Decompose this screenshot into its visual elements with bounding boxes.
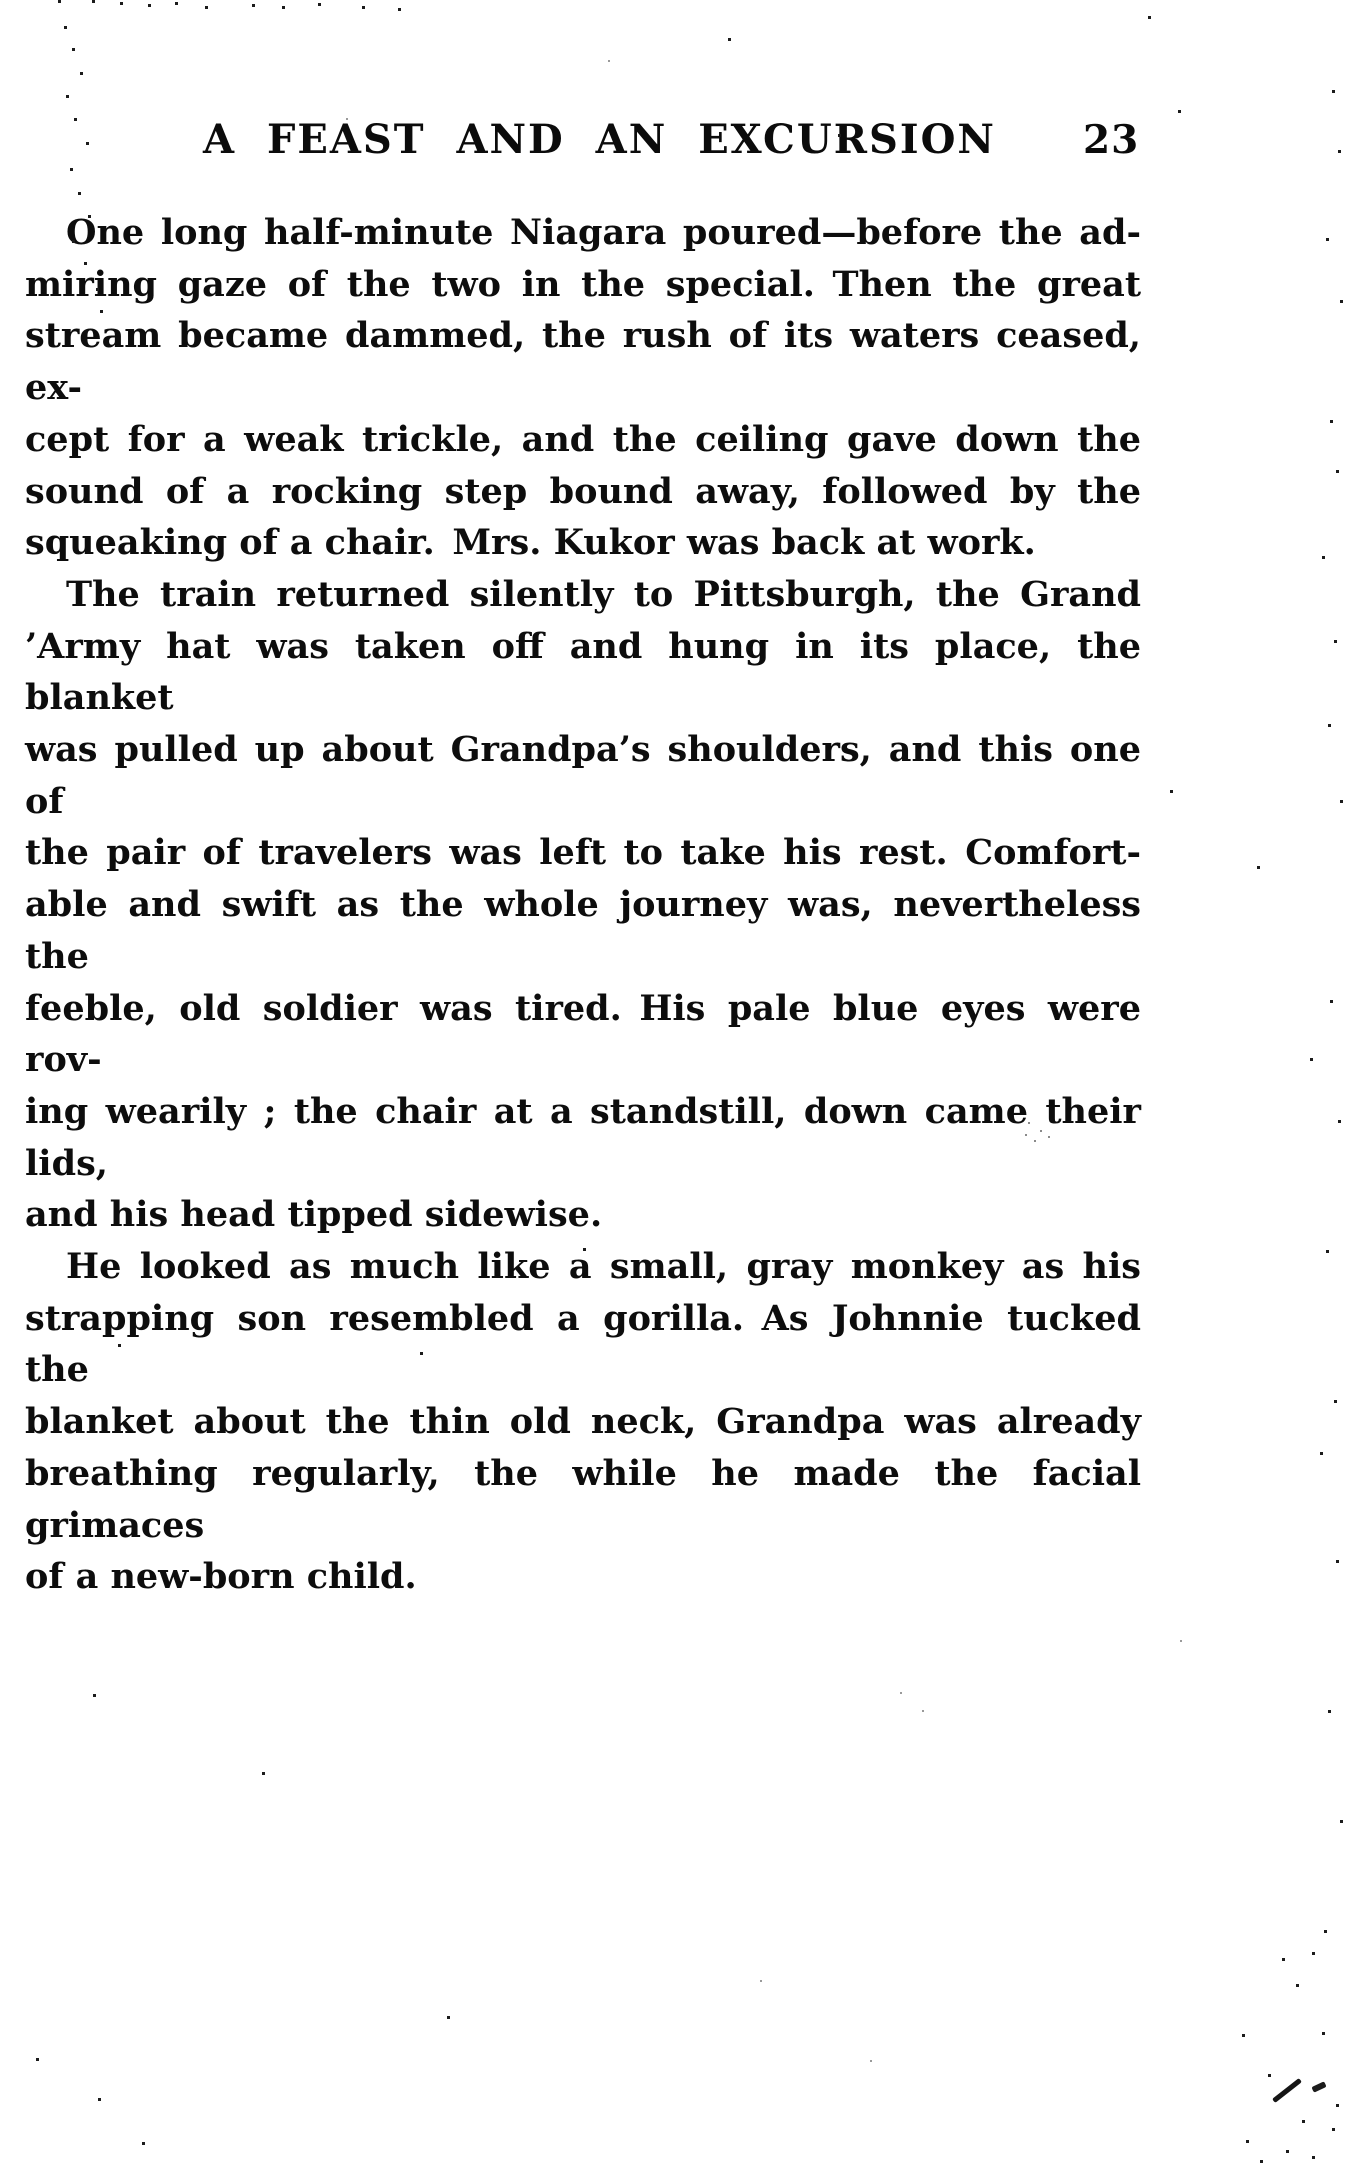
text-line: of a new-born child. bbox=[25, 1556, 417, 1598]
text-line: and his head tipped sidewise. bbox=[25, 1194, 603, 1236]
paragraph bbox=[25, 1241, 1141, 1603]
text-line: blanket about the thin old neck, Grandpa was already bbox=[25, 1401, 1141, 1443]
paragraph bbox=[25, 569, 1141, 1241]
text-line: breathing regularly, the while he made the facial grimaces bbox=[25, 1452, 1141, 1546]
text-line: sound of a rocking step bound away, followed by the bbox=[25, 470, 1141, 512]
chapter-title: A FEAST AND AN EXCURSION bbox=[203, 116, 996, 163]
text-line: was pulled up about Grandpa’s shoulders, and this one of bbox=[25, 729, 1141, 822]
text-line: able and swift as the whole journey was, nevertheless the bbox=[25, 884, 1141, 977]
text-line: strapping son resembled a gorilla. As Johnnie tucked the bbox=[25, 1297, 1141, 1391]
page-number: 23 bbox=[1083, 117, 1140, 163]
page-header bbox=[0, 116, 1345, 166]
text-line: cept for a weak trickle, and the ceiling gave down the bbox=[25, 418, 1141, 460]
text-line: ’Army hat was taken off and hung in its place, the blanket bbox=[25, 625, 1141, 719]
text-line: stream became dammed, the rush of its waters ceased, ex- bbox=[25, 315, 1141, 409]
text-line: ing wearily ; the chair at a standstill, down came their lids, bbox=[25, 1090, 1141, 1184]
text-line: One long half-minute Niagara poured—before the ad- bbox=[66, 212, 1141, 253]
text-line: feeble, old soldier was tired. His pale blue eyes were rov- bbox=[25, 987, 1141, 1081]
text-line: He looked as much like a small, gray monkey as his bbox=[66, 1246, 1141, 1288]
text-line: the pair of travelers was left to take his rest. Comfort- bbox=[25, 832, 1141, 874]
text-block bbox=[25, 207, 1141, 1603]
text-line: The train returned silently to Pittsburgh, the Grand bbox=[66, 573, 1141, 615]
text-line: miring gaze of the two in the special. Then the great bbox=[25, 263, 1141, 305]
scan-scratch bbox=[1311, 2081, 1326, 2092]
paragraph bbox=[25, 207, 1141, 569]
scan-speckles-faint bbox=[0, 0, 2, 2]
text-line: squeaking of a chair. Mrs. Kukor was back at work. bbox=[25, 522, 1036, 564]
scan-scratch bbox=[1272, 2078, 1302, 2103]
